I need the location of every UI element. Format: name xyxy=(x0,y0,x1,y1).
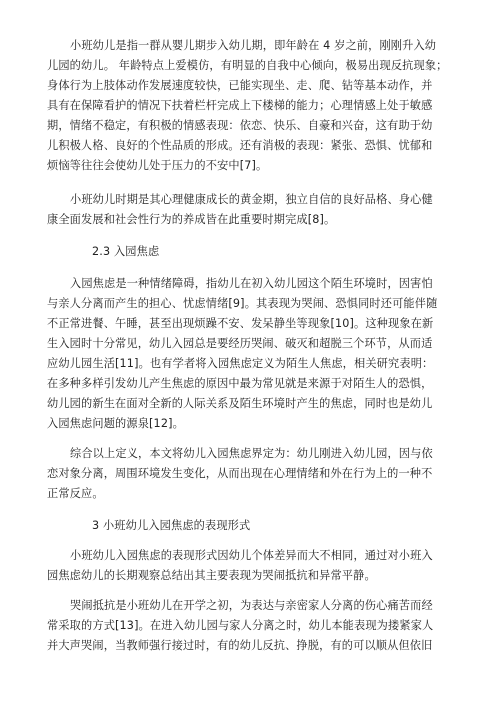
text-line: 与亲人分离而产生的担心、忧虑情绪[9]。其表现为哭闹、恐惧同时还可能伴随 xyxy=(47,297,438,310)
text-line: 并大声哭闹，当教师强行接过时，有的幼儿反抗、挣脱，有的可以顺从但依旧 xyxy=(47,639,433,652)
text-line: 生入园时十分常见，幼儿入园总是要经历哭闹、破灭和超脱三个环节，从而适 xyxy=(47,337,433,350)
text-line: 常采取的方式[13]。在进入幼儿园与家人分离之时，幼儿本能表现为搂紧家人 xyxy=(47,619,434,632)
text-line: 正常反应。 xyxy=(47,487,104,500)
paragraph-summary xyxy=(47,444,447,504)
text-line: 在多种多样引发幼儿产生焦虑的原因中最为常见就是来源于对陌生人的恐惧， xyxy=(47,377,433,390)
paragraph-golden-period xyxy=(47,190,447,230)
text-line: 应幼儿园生活[11]。也有学者将入园焦虑定义为陌生人焦虑，相关研究表明： xyxy=(47,357,434,370)
text-line: 儿积极人格、良好的个性品质的形成。还有消极的表现：紧张、恐惧、忧郁和 xyxy=(47,139,433,152)
paragraph-definition xyxy=(47,36,447,176)
text-line: 幼儿园的新生在面对全新的人际关系及陌生环境时产生的焦虑，同时也是幼儿 xyxy=(47,397,433,410)
text-line: 期，情绪不稳定，有积极的情感表现：依恋、快乐、自豪和兴奋，这有助于幼 xyxy=(47,119,433,132)
text-line: 康全面发展和社会性行为的养成皆在此重要时期完成[8]。 xyxy=(47,213,336,226)
text-line: 入园焦虑是一种情绪障碍，指幼儿在初入幼儿园这个陌生环境时，因害怕 xyxy=(70,277,433,290)
text-line: 哭闹抵抗是小班幼儿在开学之初，为表达与亲密家人分离的伤心痛苦而经 xyxy=(70,599,433,612)
section-heading-2-3: 2.3 入园焦虑 xyxy=(92,245,160,258)
text-line: 综合以上定义，本文将幼儿入园焦虑界定为：幼儿刚进入幼儿园，因与依 xyxy=(70,447,433,460)
text-line: 小班幼儿时期是其心理健康成长的黄金期，独立自信的良好品格、身心健 xyxy=(70,193,433,206)
text-line: 具有在保障看护的情况下扶着栏杆完成上下楼梯的能力；心理情感上处于敏感 xyxy=(47,99,433,112)
text-line: 入园焦虑问题的源泉[12]。 xyxy=(47,417,184,430)
text-line: 园焦虑幼儿的长期观察总结出其主要表现为哭闹抵抗和异常平静。 xyxy=(47,569,376,582)
text-line: 烦恼等往往会使幼儿处于压力的不安中[7]。 xyxy=(47,159,268,172)
section-heading-3: 3 小班幼儿入园焦虑的表现形式 xyxy=(92,519,251,532)
text-line: 小班幼儿是指一群从婴儿期步入幼儿期，即年龄在 4 岁之前，刚刚升入幼 xyxy=(70,39,437,52)
paragraph-manifestations xyxy=(47,546,447,586)
text-line: 不正常进餐、午睡，甚至出现烦躁不安、发呆静坐等现象[10]。这种现象在新 xyxy=(47,317,434,330)
paragraph-anxiety-definition xyxy=(47,274,447,434)
text-line: 身体行为上肢体动作发展速度较快，已能实现坐、走、爬、钻等基本动作，并 xyxy=(47,79,433,92)
text-line: 儿园的幼儿。 年龄特点上爱模仿，有明显的自我中心倾向，极易出现反抗现象； xyxy=(47,59,448,72)
text-line: 恋对象分离，周围环境发生变化，从而出现在心理情绪和外在行为上的一种不 xyxy=(47,467,433,480)
text-line: 小班幼儿入园焦虑的表现形式因幼儿个体差异而大不相同，通过对小班入 xyxy=(70,549,433,562)
paragraph-crying-resistance xyxy=(47,596,447,656)
